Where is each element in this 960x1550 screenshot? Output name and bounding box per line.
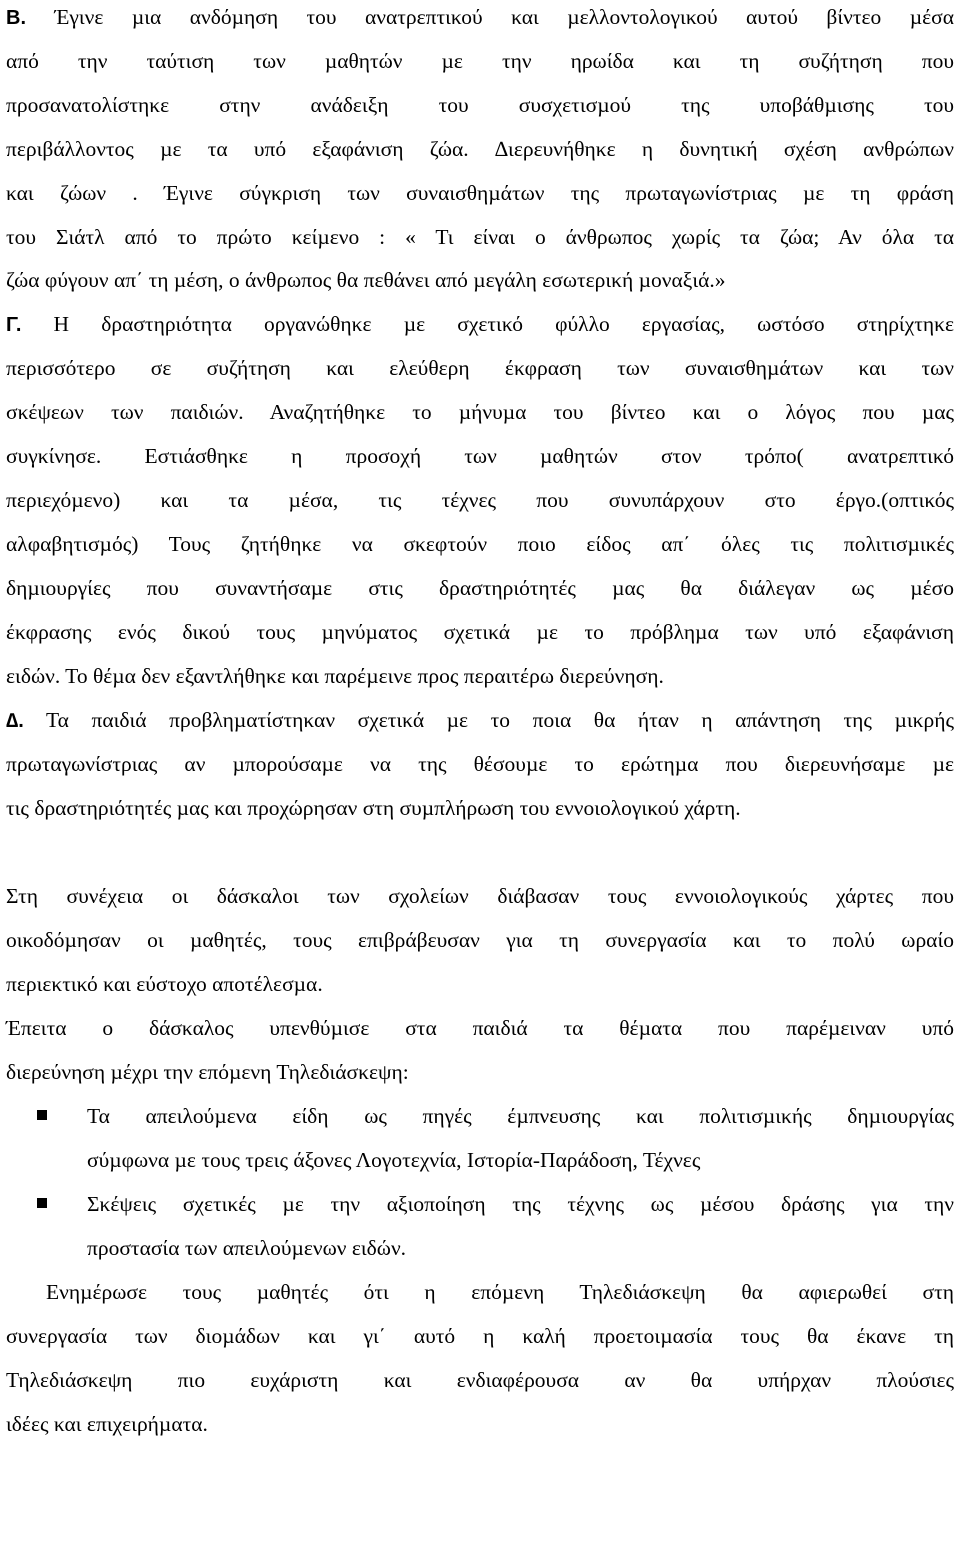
para1-line-3: περιεκτικό και εύστοχο αποτέλεσµα. <box>6 972 323 996</box>
bullet-2-line-1: Σκέψεις σχετικές µε την αξιοποίηση της τέχνης ως µέσου δράσης για την <box>87 1192 954 1216</box>
para2-line-2: διερεύνηση µέχρι την επόµενη Τηλεδιάσκεψη: <box>6 1060 409 1084</box>
section-b-label: Β. <box>6 7 26 29</box>
para3-line-4: ιδέες και επιχειρήµατα. <box>6 1412 208 1436</box>
section-b-line-2: από την ταύτιση των µαθητών µε την ηρωίδα και τη συζήτηση που <box>6 49 954 73</box>
para3-line-1: Ενηµέρωσε τους µαθητές ότι η επόµενη Τηλεδιάσκεψη θα αφιερωθεί στη <box>46 1280 954 1304</box>
section-g-line-7: δηµιουργίες που συναντήσαµε στις δραστηριότητές µας θα διάλεγαν ως µέσο <box>6 576 954 600</box>
section-d-label: ∆. <box>6 710 24 732</box>
section-b-line-4: περιβάλλοντος µε τα υπό εξαφάνιση ζώα. ∆ιερευνήθηκε η δυνητική σχέση ανθρώπων <box>6 137 954 161</box>
section-g-line-2: περισσότερο σε συζήτηση και ελεύθερη έκφραση των συναισθηµάτων και των <box>6 356 954 380</box>
section-d-line-1: ∆. Τα παιδιά προβληµατίστηκαν σχετικά µε το ποια θα ήταν η απάντηση της µικρής <box>6 708 954 732</box>
section-b-line-3: προσανατολίστηκε στην ανάδειξη του συσχετισµού της υποβάθµισης του <box>6 93 954 117</box>
section-g-label: Γ. <box>6 314 22 336</box>
bullet-1-line-1: Τα απειλούµενα είδη ως πηγές έµπνευσης και πολιτισµικής δηµιουργίας <box>87 1104 954 1128</box>
square-bullet-icon <box>37 1198 47 1208</box>
section-b-line-6: του Σιάτλ από το πρώτο κείµενο : « Τι είναι ο άνθρωπος χωρίς τα ζώα; Αν όλα τα <box>6 225 954 249</box>
section-d-line-3: τις δραστηριότητές µας και προχώρησαν στη συµπλήρωση του εννοιολογικού χάρτη. <box>6 796 741 820</box>
section-b-line-5: και ζώων . Έγινε σύγκριση των συναισθηµάτων της πρωταγωνίστριας µε τη φράση <box>6 181 954 205</box>
section-g-line-8: έκφρασης ενός δικού τους µηνύµατος σχετικά µε το πρόβληµα των υπό εξαφάνιση <box>6 620 954 644</box>
para1-line-1: Στη συνέχεια οι δάσκαλοι των σχολείων διάβασαν τους εννοιολογικούς χάρτες που <box>6 884 954 908</box>
square-bullet-icon <box>37 1110 47 1120</box>
section-g-line-4: συγκίνησε. Εστιάσθηκε η προσοχή των µαθητών στον τρόπο( ανατρεπτικό <box>6 444 954 468</box>
section-g-line-3: σκέψεων των παιδιών. Αναζητήθηκε το µήνυµα του βίντεο και ο λόγος που µας <box>6 400 954 424</box>
para1-line-2: οικοδόµησαν οι µαθητές, τους επιβράβευσαν για τη συνεργασία και το πολύ ωραίο <box>6 928 954 952</box>
section-g-line-9: ειδών. Το θέµα δεν εξαντλήθηκε και παρέµεινε προς περαιτέρω διερεύνηση. <box>6 664 664 688</box>
bullet-2-line-2: προστασία των απειλούµενων ειδών. <box>87 1236 407 1260</box>
section-b-line-7: ζώα φύγουν απ΄ τη µέση, ο άνθρωπος θα πεθάνει από µεγάλη εσωτερική µοναξιά.» <box>6 268 726 292</box>
bullet-1-line-2: σύµφωνα µε τους τρεις άξονες Λογοτεχνία, Ιστορία-Παράδοση, Τέχνες <box>87 1148 701 1172</box>
para3-line-3: Τηλεδιάσκεψη πιο ευχάριστη και ενδιαφέρουσα αν θα υπήρχαν πλούσιες <box>6 1368 954 1392</box>
para2-line-1: Έπειτα ο δάσκαλος υπενθύµισε στα παιδιά τα θέµατα που παρέµειναν υπό <box>6 1016 954 1040</box>
section-g-line-5: περιεχόµενο) και τα µέσα, τις τέχνες που συνυπάρχουν στο έργο.(οπτικός <box>6 488 954 512</box>
section-d-line-2: πρωταγωνίστριας αν µπορούσαµε να της θέσουµε το ερώτηµα που διερευνήσαµε µε <box>6 752 954 776</box>
section-g-line-1: Γ. Η δραστηριότητα οργανώθηκε µε σχετικό φύλλο εργασίας, ωστόσο στηρίχτηκε <box>6 312 954 336</box>
section-g-line-6: αλφαβητισµός) Τους ζητήθηκε να σκεφτούν ποιο είδος απ΄ όλες τις πολιτισµικές <box>6 532 954 556</box>
para3-line-2: συνεργασία των διοµάδων και γι΄ αυτό η καλή προετοιµασία τους θα έκανε τη <box>6 1324 954 1348</box>
section-b-line-1: Β. Έγινε µια ανδόµηση του ανατρεπτικού και µελλοντολογικού αυτού βίντεο µέσα <box>6 5 954 29</box>
